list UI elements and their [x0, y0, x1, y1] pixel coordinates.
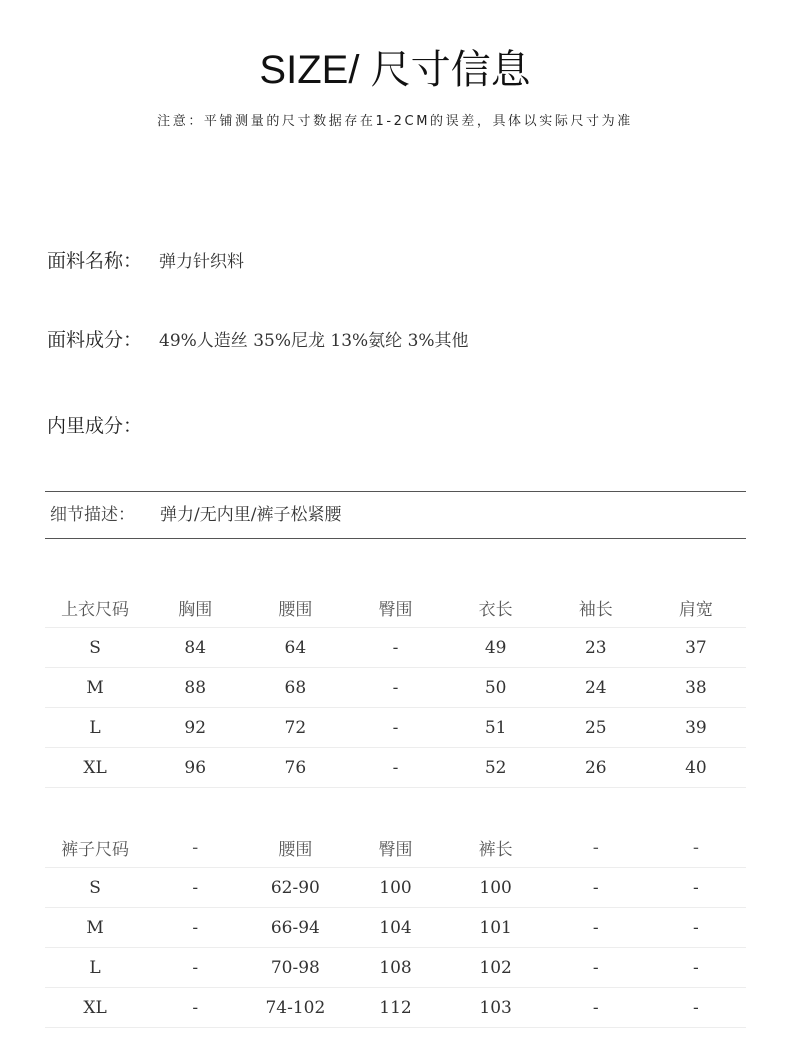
table-row: [45, 948, 746, 988]
table-cell: 102: [446, 948, 546, 988]
table-header-cell: 臀围: [345, 828, 445, 868]
measurement-note: 注意：平铺测量的尺寸数据存在1-2CM的误差，具体以实际尺寸为准: [157, 114, 633, 129]
table-header-cell: 裤子尺码: [45, 828, 145, 868]
table-cell: XL: [45, 748, 145, 788]
detail-description-box: [45, 491, 746, 539]
table-cell: M: [45, 908, 145, 948]
table-cell: 112: [345, 988, 445, 1028]
top-size-table: [45, 588, 746, 788]
table-row: [45, 868, 746, 908]
composition-value: 49%人造丝 35%尼龙 13%氨纶 3%其他: [159, 331, 469, 351]
fabric-name-label: 面料名称：: [47, 250, 143, 272]
table-cell: 24: [546, 668, 646, 708]
table-cell: 70-98: [245, 948, 345, 988]
table-cell: -: [345, 708, 445, 748]
page-title: [0, 44, 790, 96]
table-cell: 100: [345, 868, 445, 908]
table-cell: 51: [446, 708, 546, 748]
table-cell: S: [45, 628, 145, 668]
table-cell: -: [546, 988, 646, 1028]
table-cell: 84: [145, 628, 245, 668]
table-header-cell: 胸围: [145, 588, 245, 628]
table-cell: 37: [646, 628, 746, 668]
table-row: [45, 988, 746, 1028]
table-header-cell: 衣长: [446, 588, 546, 628]
table-cell: -: [145, 868, 245, 908]
table-header-cell: 臀围: [345, 588, 445, 628]
table-cell: M: [45, 668, 145, 708]
table-cell: -: [345, 748, 445, 788]
page-title-zh: 尺寸信息: [359, 48, 531, 92]
table-cell: 49: [446, 628, 546, 668]
table-cell: 108: [345, 948, 445, 988]
table-cell: 62-90: [245, 868, 345, 908]
table-cell: -: [546, 868, 646, 908]
table-cell: 92: [145, 708, 245, 748]
table-header-row: [45, 588, 746, 628]
table-cell: -: [646, 948, 746, 988]
detail-label: 细节描述：: [50, 505, 135, 525]
table-cell: L: [45, 948, 145, 988]
table-cell: -: [145, 988, 245, 1028]
composition-label: 面料成分：: [47, 329, 143, 351]
composition-row: [47, 326, 469, 354]
table-header-cell: -: [646, 828, 746, 868]
table-header-cell: -: [145, 828, 245, 868]
lining-row: [47, 412, 159, 440]
table-cell: 101: [446, 908, 546, 948]
table-cell: 50: [446, 668, 546, 708]
table-cell: 52: [446, 748, 546, 788]
table-cell: 88: [145, 668, 245, 708]
table-cell: -: [546, 948, 646, 988]
table-cell: 66-94: [245, 908, 345, 948]
table-header-cell: 肩宽: [646, 588, 746, 628]
table-cell: 39: [646, 708, 746, 748]
table-cell: -: [546, 908, 646, 948]
table-cell: -: [646, 868, 746, 908]
fabric-name-value: 弹力针织料: [159, 252, 244, 272]
table-cell: 74-102: [245, 988, 345, 1028]
table-cell: 100: [446, 868, 546, 908]
table-cell: 25: [546, 708, 646, 748]
table-cell: 68: [245, 668, 345, 708]
table-header-cell: 袖长: [546, 588, 646, 628]
table-cell: L: [45, 708, 145, 748]
table-header-cell: 上衣尺码: [45, 588, 145, 628]
table-header-cell: 腰围: [245, 588, 345, 628]
table-cell: 76: [245, 748, 345, 788]
table-cell: 103: [446, 988, 546, 1028]
table-cell: S: [45, 868, 145, 908]
table-cell: -: [145, 908, 245, 948]
table-cell: 26: [546, 748, 646, 788]
table-cell: -: [345, 668, 445, 708]
page-title-en: SIZE/: [259, 48, 360, 92]
detail-value: 弹力/无内里/裤子松紧腰: [160, 505, 342, 525]
table-cell: 23: [546, 628, 646, 668]
table-cell: 104: [345, 908, 445, 948]
table-cell: 40: [646, 748, 746, 788]
table-cell: -: [345, 628, 445, 668]
fabric-name-row: [47, 247, 244, 275]
table-header-cell: 腰围: [245, 828, 345, 868]
table-row: [45, 748, 746, 788]
table-row: [45, 628, 746, 668]
table-cell: XL: [45, 988, 145, 1028]
table-row: [45, 908, 746, 948]
table-cell: 38: [646, 668, 746, 708]
table-row: [45, 668, 746, 708]
table-cell: 72: [245, 708, 345, 748]
table-cell: -: [646, 908, 746, 948]
table-cell: 96: [145, 748, 245, 788]
pants-size-table: [45, 828, 746, 1028]
table-header-cell: 裤长: [446, 828, 546, 868]
table-cell: 64: [245, 628, 345, 668]
table-header-cell: -: [546, 828, 646, 868]
table-header-row: [45, 828, 746, 868]
table-row: [45, 708, 746, 748]
lining-label: 内里成分：: [47, 415, 143, 437]
table-cell: -: [145, 948, 245, 988]
table-cell: -: [646, 988, 746, 1028]
